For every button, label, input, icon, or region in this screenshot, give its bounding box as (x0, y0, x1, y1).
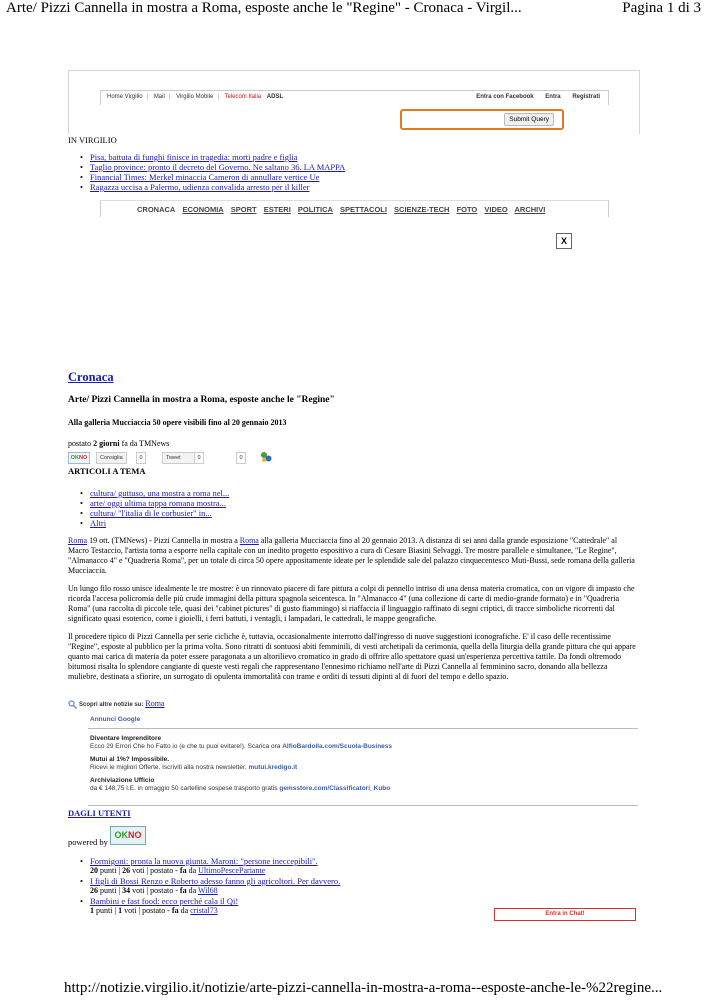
user-news-list (80, 856, 340, 916)
cat-sport[interactable]: SPORT (230, 205, 257, 214)
list-item[interactable]: • Taglio province: pronto il decreto del Governo. Ne saltano 36. LA MAPPA (80, 162, 345, 172)
cat-spettacoli[interactable]: SPETTACOLI (340, 205, 387, 214)
posted-info: postato 2 giorni fa da TMNews (68, 439, 170, 448)
ad-item[interactable]: Archiviazione Ufficio da € 148,75 I.E. in omaggio 50 cartelline sospese trasporto gratis gemsstore.com/Classificatori_Kubo (90, 777, 391, 792)
list-item[interactable]: • Altri (80, 518, 229, 528)
list-item[interactable]: • cultura/ "l'italia di le corbusier" in... (80, 508, 229, 518)
cat-cronaca[interactable]: CRONACA (137, 205, 176, 214)
related-articles-list (80, 488, 229, 528)
nav-facebook-login[interactable]: Entra con Facebook (476, 94, 534, 100)
in-virgilio-label: IN VIRGILIO (68, 135, 117, 145)
section-link-cronaca[interactable]: Cronaca (68, 370, 114, 384)
discover-roma-link[interactable]: Roma (145, 699, 165, 708)
recommend-count: 0 (136, 452, 146, 464)
list-item[interactable]: • cultura/ guttuso, una mostra a roma nel... (80, 488, 229, 498)
category-nav (100, 200, 609, 217)
ads-header: Annunci Google (90, 716, 141, 723)
tweet-count: 0 (194, 452, 204, 464)
cat-archivi[interactable]: ARCHIVI (514, 205, 546, 214)
okno-button[interactable]: OKNO (68, 452, 90, 464)
print-header (6, 0, 701, 22)
article-subtitle: Alla galleria Mucciaccia 50 opere visibili fino al 20 gennaio 2013 (68, 418, 287, 427)
nav-login[interactable]: Entra (545, 94, 561, 100)
list-item[interactable]: • Ragazza uccisa a Palermo, udienza convalida arresto per il killer (80, 182, 345, 192)
user-link[interactable]: cristal73 (190, 906, 218, 915)
discover-more: Scopri altre notizie su: Roma (68, 699, 164, 709)
share-icon[interactable] (260, 451, 272, 463)
users-section-link[interactable]: DAGLI UTENTI (68, 808, 131, 818)
print-url: http://notizie.virgilio.it/notizie/arte-pizzi-cannella-in-mostra-a-roma--esposte-anche-le-%22regine... (64, 980, 663, 996)
user-news-link[interactable]: Bambini e fast food: ecco perché cala il Qi! (90, 896, 239, 906)
ad-item[interactable]: Diventare Imprenditore Ecco 29 Errori Che ho Fatto io (e che tu puoi evitare!). Scarica ora AlfioBardolla.com/Scuola-Business (90, 735, 393, 750)
powered-by-label: powered by (68, 837, 108, 847)
roma-link[interactable]: Roma (239, 536, 259, 545)
list-item: • I figli di Bossi Renzo e Roberto adesso fanno gli agricoltori. Per davvero. 26 punti | 34 voti | postato - fa da Wil68 (80, 876, 340, 896)
cat-economia[interactable]: ECONOMIA (182, 205, 224, 214)
print-page-number: Pagina 1 di 3 (622, 0, 701, 16)
article-title: Arte/ Pizzi Cannella in mostra a Roma, esposte anche le "Regine" (68, 395, 335, 405)
roma-link[interactable]: Roma (68, 536, 88, 545)
list-item[interactable]: • Financial Times: Merkel minaccia Cameron di annullare vertice Ue (80, 172, 345, 182)
nav-home-virgilio[interactable]: Home Virgilio (107, 94, 143, 100)
chat-button[interactable]: Entra in Chat! (494, 908, 636, 921)
submit-query-button[interactable]: Submit Query (504, 113, 554, 126)
cat-esteri[interactable]: ESTERI (263, 205, 291, 214)
related-articles-label: ARTICOLI A TEMA (68, 466, 146, 476)
magnifier-icon (68, 700, 77, 709)
print-title: Arte/ Pizzi Cannella in mostra a Roma, esposte anche le "Regine" - Cronaca - Virgil... (6, 0, 522, 16)
nav-telecom[interactable]: Telecom Italia ADSL (224, 94, 284, 100)
share-count: 0 (236, 452, 246, 464)
cat-politica[interactable]: POLITICA (297, 205, 333, 214)
article-paragraph-3: Il procedere tipico di Pizzi Cannella per serie cicliche è, tuttavia, occasionalmente interrotto dall'ingresso di nuove suggestioni iconografiche. E' il caso delle recentissime "Regine", esposte al pubblico per la prima volta. Sono ritratti di sontuosi abiti femminili, di vesti archetipali da cerimonia, quella della liturgia della grande pittura che qui appare quanto mai carica di materia da poter essere paragonata a un altorilievo cromatico in grado di offrire allo spettatore quasi un'esperienza percettiva tattile. Da fondi oltremodo bitumosi risalta lo splendore cangiante di queste vesti regali che rappresentano l'ennesimo richiamo nell'arte di Pizzi Cannella al femminino sacro, donando alla bellezza muliebre, destinata a sfiorire, un surrogato di opulenta immortalità con trame e orditi di tessuti dipinti al di fuori del tempo e dello spazio. (68, 632, 636, 681)
search-input[interactable] (400, 109, 564, 130)
user-link[interactable]: UltimoPescePariante (198, 866, 266, 875)
article-paragraph-1: Roma 19 ott. (TMNews) - Pizzi Cannella in mostra a Roma alla galleria Mucciaccia fino al 20 gennaio 2013. A distanza di sei anni dalla grande esposizione "Cattedrale" al Macro Testaccio, l'artista torna a esporre nella capitale con un inedito progetto espositivo a cura di Cesare Biasini Selvaggi. Tre mostre parallele e simultanee, "Le Regine", "Almanacco 4" e "Quadreria Roma", per un totale di circa 50 opere appositamente ideate per le splendide sale del palazzo cinquecentesco Muti-Bussi, sede romana della galleria Mucciaccia. (68, 536, 635, 575)
close-button[interactable]: X (556, 233, 572, 249)
in-virgilio-list (80, 152, 345, 192)
list-item: • Bambini e fast food: ecco perché cala il Qi! 1 punti | 1 voti | postato - fa da cristal73 (80, 896, 340, 916)
top-navbar: Home Virgilio | Mail | Virgilio Mobile | Telecom Italia ADSL Entra con Facebook Entra Registrati (100, 90, 609, 105)
okno-logo[interactable]: OKNO (110, 826, 146, 845)
cat-foto[interactable]: FOTO (456, 205, 478, 214)
list-item: • Formigoni: pronta la nuova giunta. Maroni: "persone ineccepibili". 20 punti | 26 voti | postato - fa da UltimoPescePariante (80, 856, 340, 876)
user-news-link[interactable]: I figli di Bossi Renzo e Roberto adesso fanno gli agricoltori. Per davvero. (90, 876, 341, 886)
list-item[interactable]: • Pisa, battuta di funghi finisce in tragedia: morti padre e figlia (80, 152, 345, 162)
user-news-link[interactable]: Formigoni: pronta la nuova giunta. Maroni: "persone ineccepibili". (90, 856, 318, 866)
nav-virgilio-mobile[interactable]: Virgilio Mobile (176, 94, 214, 100)
nav-mail[interactable]: Mail (153, 94, 165, 100)
user-link[interactable]: Wil68 (198, 886, 218, 895)
cat-video[interactable]: VIDEO (484, 205, 508, 214)
list-item[interactable]: • arte/ oggi ultima tappa romana mostra... (80, 498, 229, 508)
article-paragraph-2: Un lungo filo rosso unisce idealmente le tre mostre: è un rinnovato piacere di fare pittura a colpi di pennello intriso di una densa materia cromatica, con un vigore di impasto che ricorda l'accesa policromia delle più crude immagini della pittura spagnola seicentesca. In "Almanacco 4" (una collezione di carte di medio-grande formato) e in "Quadreria Roma" (una raccolta di piccole tele, quasi dei "cabinet pictures" di gusto fiammingo) si riaffaccia il linguaggio raffinato di segni criptici, di tracce simboliche ricorrenti dal significato quasi esoterico, come i gioielli, i ferri battuti, i ventagli, i lampadari, le cattedrali, le mappe geografiche. (68, 584, 635, 623)
nav-register[interactable]: Registrati (572, 94, 600, 100)
facebook-recommend-button[interactable]: Consiglia (96, 452, 127, 464)
tweet-button[interactable]: Tweet (162, 452, 198, 464)
cat-scienze-tech[interactable]: SCIENZE-TECH (394, 205, 450, 214)
ad-item[interactable]: Mutui al 1%? Impossibile. Ricevi le migliori Offerte. Iscriviti alla nostra newsletter. mutui.kredigo.it (90, 756, 298, 771)
share-bar (68, 452, 278, 463)
